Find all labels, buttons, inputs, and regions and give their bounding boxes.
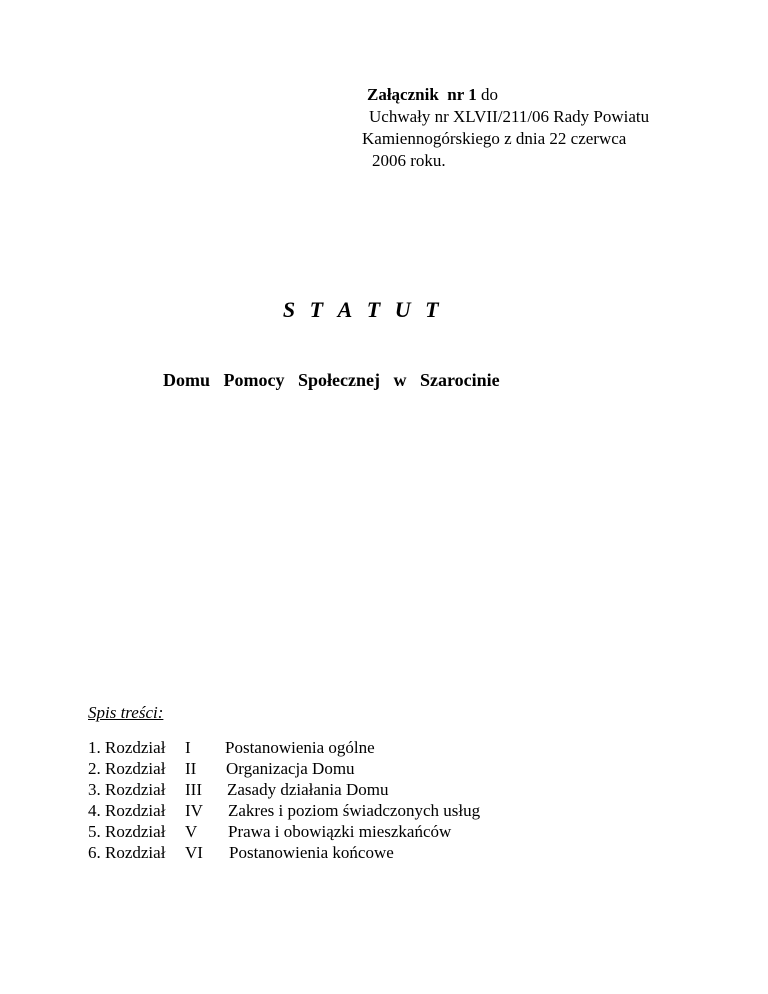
title-letter: T (425, 297, 440, 322)
title-letter: U (394, 297, 412, 322)
annex-line-4: 2006 roku. (372, 151, 446, 170)
title-letter: T (366, 297, 381, 322)
toc-chapter-title: Postanowienia ogólne (225, 738, 375, 757)
toc-chapter-number: 6. Rozdział (88, 843, 166, 862)
annex-line-1 (335, 84, 735, 106)
title-letter: A (337, 297, 353, 322)
toc-chapter-number: 2. Rozdział (88, 759, 166, 778)
toc-heading: Spis treści: (88, 703, 164, 722)
toc-chapter-title: Zakres i poziom świadczonych usług (228, 801, 481, 820)
toc-chapter-title: Zasady działania Domu (227, 780, 389, 799)
annex-line-3: Kamiennogórskiego z dnia 22 czerwca (362, 129, 627, 148)
toc-chapter-roman: I (185, 738, 191, 757)
toc-chapter-title: Postanowienia końcowe (229, 843, 394, 862)
title-letter: T (309, 297, 324, 322)
toc-chapter-roman: II (185, 759, 197, 778)
annex-reference (335, 84, 735, 172)
document-title (0, 297, 722, 323)
annex-number: Załącznik nr 1 (367, 85, 477, 104)
annex-line-2: Uchwały nr XLVII/211/06 Rady Powiatu (369, 107, 650, 126)
toc-chapter-number: 4. Rozdział (88, 801, 166, 820)
toc-chapter-roman: VI (185, 843, 203, 862)
toc-chapter-title: Prawa i obowiązki mieszkańców (228, 822, 452, 841)
toc-chapter-roman: IV (185, 801, 203, 820)
toc-chapter-number: 3. Rozdział (88, 780, 166, 799)
toc-chapter-roman: V (185, 822, 198, 841)
title-letter: S (282, 297, 296, 322)
toc-chapter-number: 1. Rozdział (88, 738, 166, 757)
annex-suffix: do (476, 85, 498, 104)
toc-chapter-roman: III (185, 780, 202, 799)
document-subtitle: Domu Pomocy Społecznej w Szarocinie (163, 370, 500, 390)
toc-chapter-number: 5. Rozdział (88, 822, 166, 841)
toc-chapter-title: Organizacja Domu (226, 759, 355, 778)
